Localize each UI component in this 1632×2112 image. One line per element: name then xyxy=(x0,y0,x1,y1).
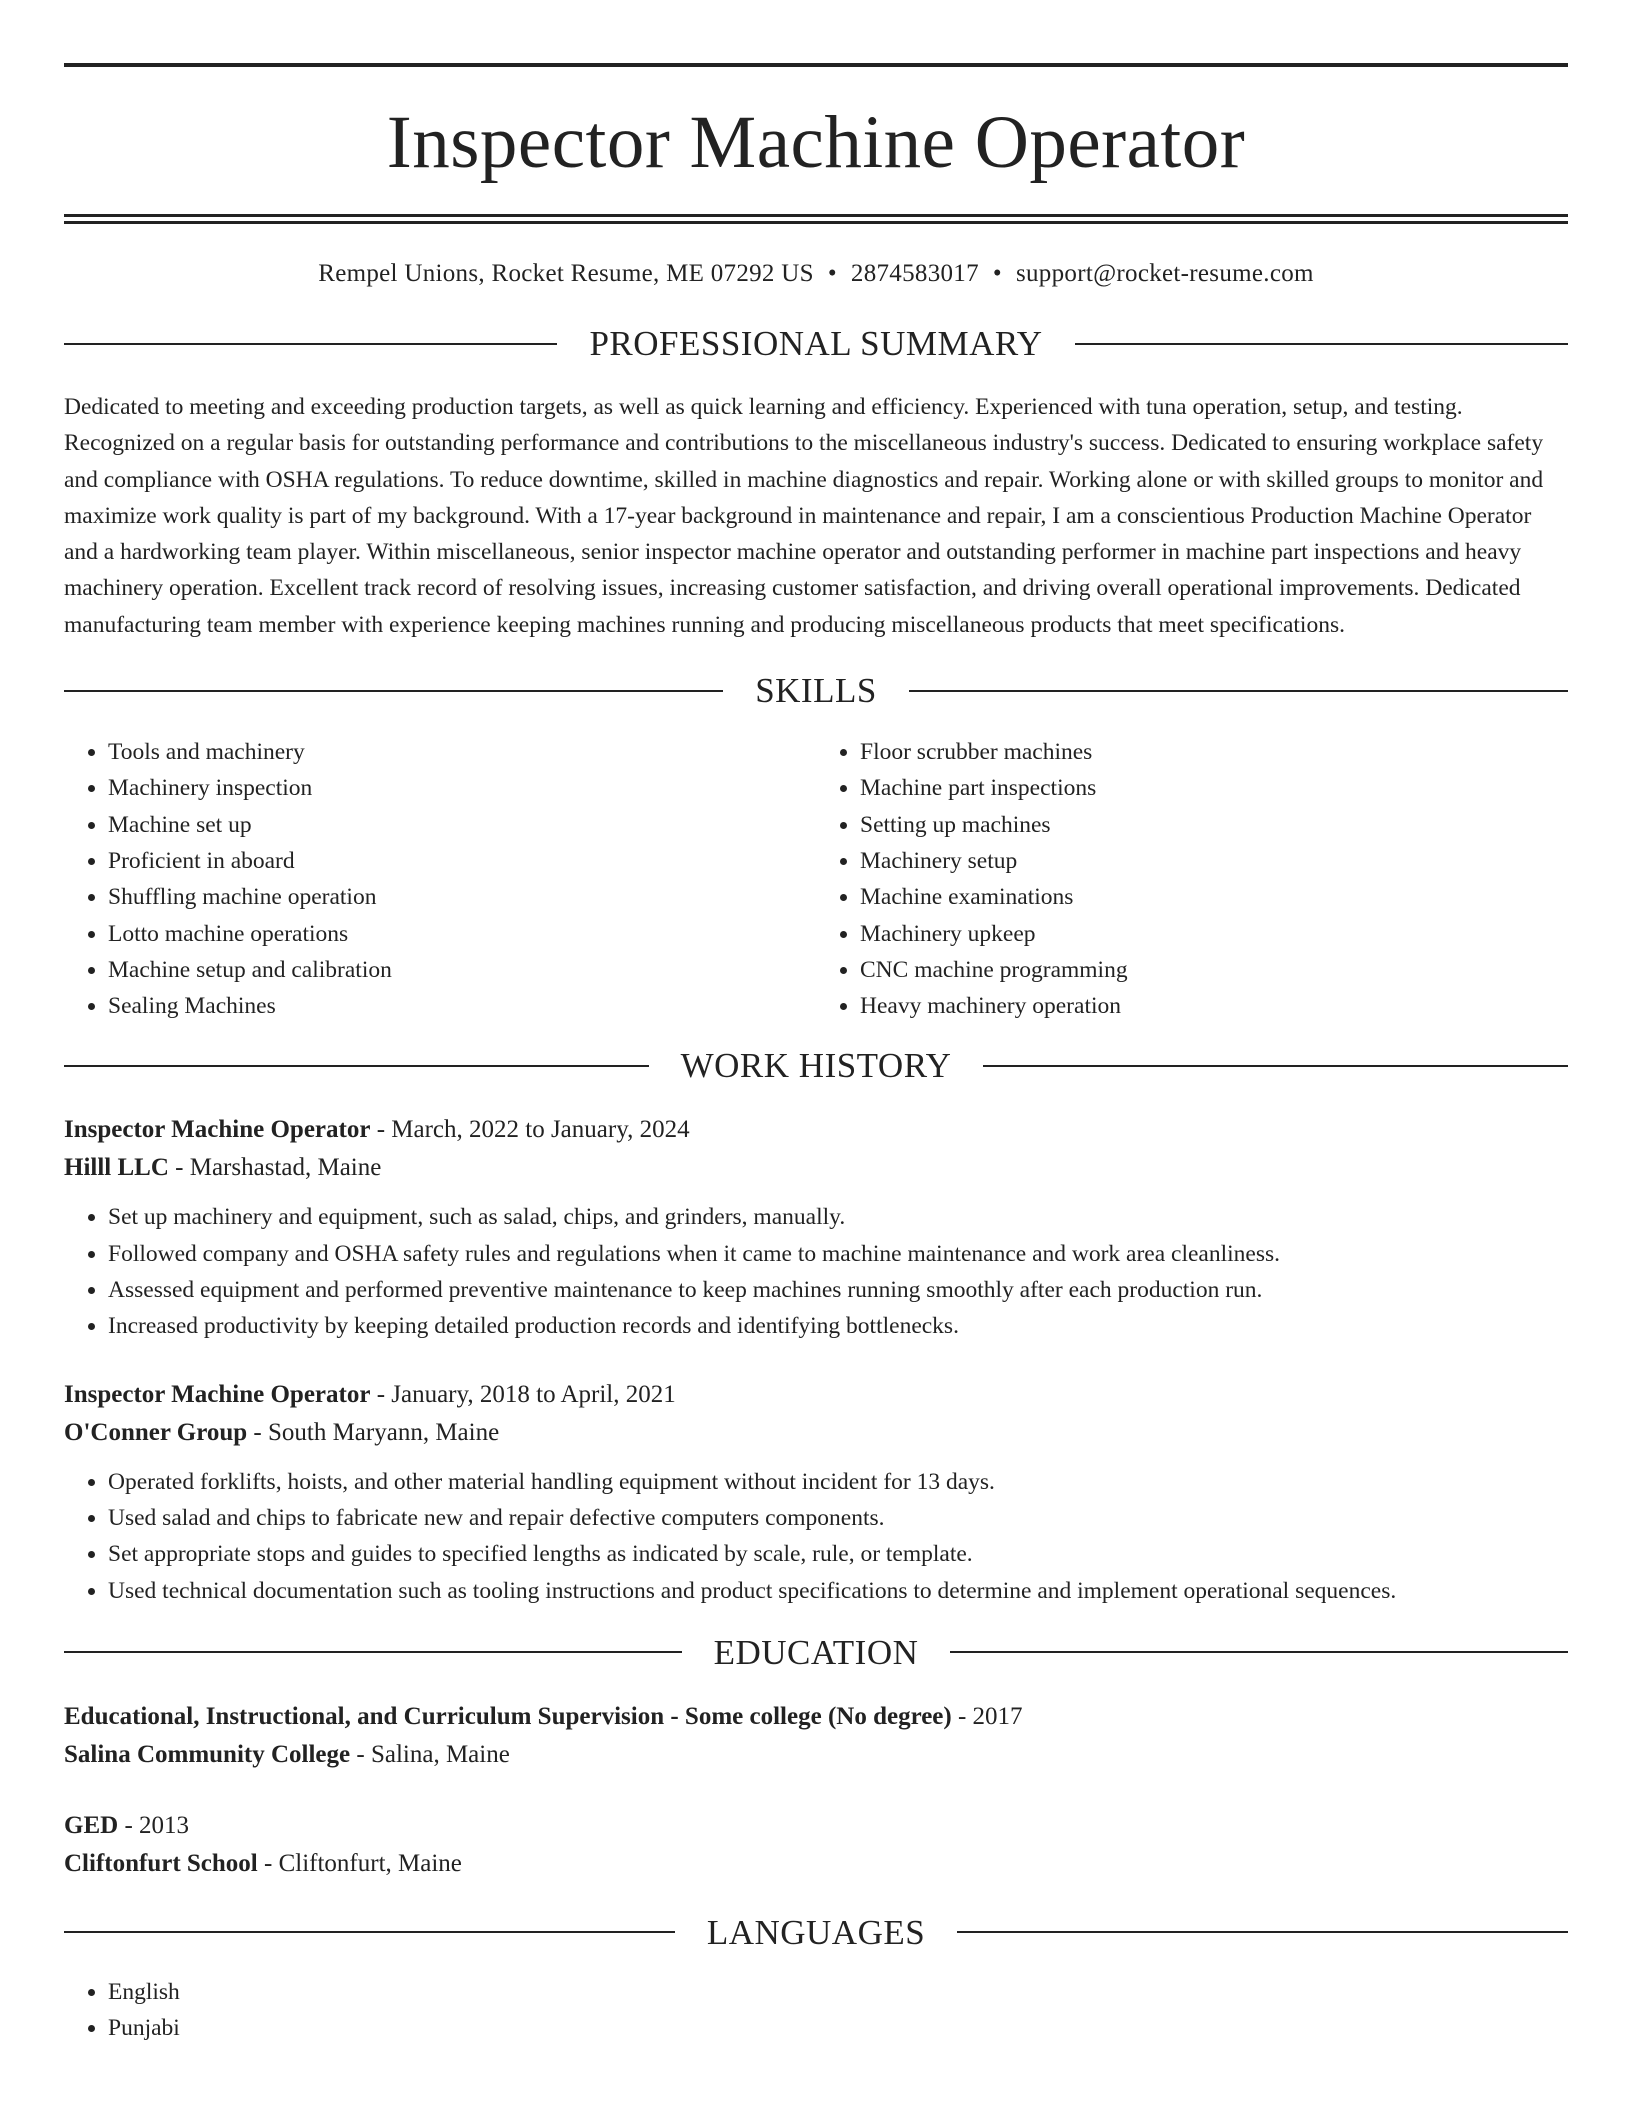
skill-item: • Machinery setup xyxy=(860,843,1568,879)
education-school: Salina Community College xyxy=(64,1740,351,1768)
skill-item: • Machine setup and calibration xyxy=(108,952,816,988)
job-dates: - January, 2018 to April, 2021 xyxy=(370,1380,676,1408)
section-header-skills xyxy=(64,671,1568,711)
education-degree-line xyxy=(64,1807,1568,1845)
education-degree: Educational, Instructional, and Curriculum Supervision - Some college (No degree) xyxy=(64,1702,952,1730)
section-header-education xyxy=(64,1632,1568,1672)
job-bullet: • Used technical documentation such as tooling instructions and product specifications to determine and implement operational sequences. xyxy=(108,1573,1568,1609)
contact-line xyxy=(64,260,1568,288)
skill-item: • Floor scrubber machines xyxy=(860,734,1568,770)
job-title-line xyxy=(64,1111,1568,1149)
education-list xyxy=(64,1698,1568,1883)
job-bullet: • Set up machinery and equipment, such as salad, chips, and grinders, manually. xyxy=(108,1199,1568,1235)
job-location: - Marshastad, Maine xyxy=(168,1154,382,1182)
section-rule-right xyxy=(957,1931,1568,1933)
job-entry xyxy=(64,1111,1568,1344)
education-year: - 2013 xyxy=(118,1811,190,1839)
work-history xyxy=(64,1111,1568,1608)
skill-item: • Lotto machine operations xyxy=(108,916,816,952)
job-company: Hilll LLC xyxy=(64,1154,169,1182)
section-title-work: WORK HISTORY xyxy=(680,1046,952,1086)
education-entry xyxy=(64,1698,1568,1774)
job-dates: - March, 2022 to January, 2024 xyxy=(370,1116,690,1144)
education-year: - 2017 xyxy=(951,1702,1023,1730)
skill-item: • Machinery upkeep xyxy=(860,916,1568,952)
section-title-languages: LANGUAGES xyxy=(706,1912,926,1952)
job-bullet: • Assessed equipment and performed preventive maintenance to keep machines running smoothly after each production run. xyxy=(108,1272,1568,1308)
skill-item: • Heavy machinery operation xyxy=(860,988,1568,1024)
education-school-line xyxy=(64,1736,1568,1774)
skill-item: • Tools and machinery xyxy=(108,734,816,770)
skill-item: • Machine examinations xyxy=(860,879,1568,915)
section-rule-left xyxy=(64,343,557,345)
job-title: Inspector Machine Operator xyxy=(64,1380,371,1408)
skill-item: • Proficient in aboard xyxy=(108,843,816,879)
section-rule-left xyxy=(64,1651,682,1653)
skill-item: • Machine set up xyxy=(108,807,816,843)
job-bullet: • Set appropriate stops and guides to specified lengths as indicated by scale, rule, or template. xyxy=(108,1536,1568,1572)
section-rule-left xyxy=(64,1065,649,1067)
education-entry xyxy=(64,1807,1568,1883)
skill-item: • CNC machine programming xyxy=(860,952,1568,988)
job-company-line xyxy=(64,1149,1568,1187)
contact-separator: • xyxy=(992,260,1002,287)
top-rule xyxy=(64,63,1568,67)
section-rule-left xyxy=(64,1931,675,1933)
section-header-summary xyxy=(64,326,1568,361)
job-bullet: • Operated forklifts, hoists, and other material handling equipment without incident for 13 days. xyxy=(108,1464,1568,1500)
job-company: O'Conner Group xyxy=(64,1418,248,1446)
section-header-work xyxy=(64,1046,1568,1086)
job-bullets xyxy=(64,1199,1568,1344)
skills-column-left xyxy=(64,734,816,1024)
skill-item: • Setting up machines xyxy=(860,807,1568,843)
skills-column-right xyxy=(816,734,1568,1024)
skill-item: • Machinery inspection xyxy=(108,770,816,806)
job-title-line xyxy=(64,1376,1568,1414)
job-bullet: • Increased productivity by keeping detailed production records and identifying bottlenecks. xyxy=(108,1308,1568,1344)
resume-page xyxy=(64,0,1568,2046)
languages-section xyxy=(64,1974,1568,2047)
job-entry xyxy=(64,1376,1568,1609)
job-bullets xyxy=(64,1464,1568,1609)
section-rule-left xyxy=(64,690,723,692)
education-degree: GED xyxy=(64,1811,119,1839)
section-title-education: EDUCATION xyxy=(713,1632,919,1672)
skill-item: • Shuffling machine operation xyxy=(108,879,816,915)
skill-item: • Sealing Machines xyxy=(108,988,816,1024)
skill-item: • Machine part inspections xyxy=(860,770,1568,806)
summary-text: Dedicated to meeting and exceeding production targets, as well as quick learning and efficiency. Experienced with tuna operation, setup, and testing. Recognized on a regular basis for outstanding performance and contributions to the miscellaneous industry's success. Dedicated to ensuring workplace safety and compliance with OSHA regulations. To reduce downtime, skilled in machine diagnostics and repair. Working alone or with skilled groups to monitor and maximize work quality is part of my background. With a 17-year background in maintenance and repair, I am a conscientious Production Machine Operator and a hardworking team player. Within miscellaneous, senior inspector machine operator and outstanding performer in machine part inspections and heavy machinery operation. Excellent track record of resolving issues, increasing customer satisfaction, and driving overall operational improvements. Dedicated manufacturing team member with experience keeping machines running and producing miscellaneous products that meet specifications. xyxy=(64,394,1544,638)
language-item: • Punjabi xyxy=(108,2010,1568,2046)
section-rule-right xyxy=(950,1651,1568,1653)
contact-separator: • xyxy=(827,260,837,287)
title-double-rule xyxy=(64,214,1568,224)
education-location: - Salina, Maine xyxy=(350,1740,510,1768)
education-school-line xyxy=(64,1845,1568,1883)
job-location: - South Maryann, Maine xyxy=(247,1418,500,1446)
language-item: • English xyxy=(108,1974,1568,2010)
section-rule-right xyxy=(909,690,1568,692)
resume-title: Inspector Machine Operator xyxy=(386,101,1246,184)
education-school: Cliftonfurt School xyxy=(64,1849,258,1877)
section-rule-right xyxy=(983,1065,1568,1067)
languages-list xyxy=(64,1974,1568,2047)
contact-email: support@rocket-resume.com xyxy=(1015,260,1314,287)
contact-phone: 2874583017 xyxy=(850,260,979,287)
skills-list xyxy=(64,734,1568,1024)
job-company-line xyxy=(64,1414,1568,1452)
job-title: Inspector Machine Operator xyxy=(64,1116,371,1144)
job-bullet: • Used salad and chips to fabricate new and repair defective computers components. xyxy=(108,1500,1568,1536)
contact-address: Rempel Unions, Rocket Resume, ME 07292 US xyxy=(318,260,814,287)
section-rule-right xyxy=(1075,343,1568,345)
section-title-summary: PROFESSIONAL SUMMARY xyxy=(589,324,1043,363)
education-location: - Cliftonfurt, Maine xyxy=(257,1849,462,1877)
education-degree-line xyxy=(64,1698,1568,1736)
section-title-skills: SKILLS xyxy=(755,671,877,711)
job-bullet: • Followed company and OSHA safety rules and regulations when it came to machine maintenance and work area cleanliness. xyxy=(108,1236,1568,1272)
section-header-languages xyxy=(64,1912,1568,1952)
